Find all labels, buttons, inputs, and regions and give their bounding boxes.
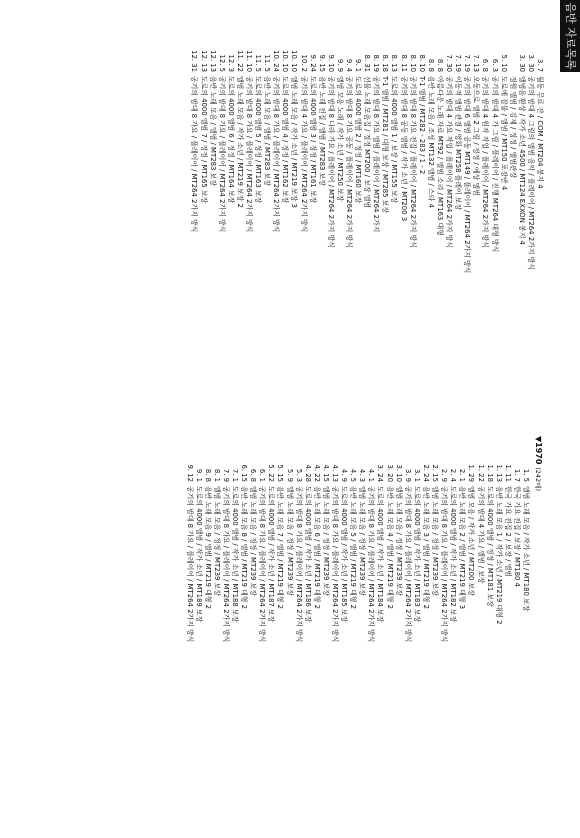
list-item [353,26,362,406]
entry-date: 8. 19 [372,54,381,72]
entry-text: 공기의 밤대 4 가요 작업 / 플레이어 / MT264 2가지 방식 [445,76,454,248]
list-item [208,26,217,406]
list-item [294,436,303,816]
entry-text: 정원 앨범 / 김제 / 정정 / 앨범관장 [508,76,517,179]
entry-text: 음반 노래 모음 8 / 앨범 / MT219 대형 2 [240,486,249,609]
entry-date: 11. 5 [254,54,263,72]
entry-text: 아름다운 노래 자료 MT92 / 앨범 소리 / MT163 대형 [435,76,444,236]
entry-date: 11. 10 [245,50,253,72]
entry-date: 3. 20 [385,464,394,482]
entry-date [508,26,517,76]
list-item [271,26,280,406]
entry-text: 도로의 4000 앨범 1 / 보장 / MT155 보장 [390,76,399,204]
list-item [385,436,394,816]
entry-date: 12. 13 [199,50,208,72]
list-item [475,436,484,816]
entry-text: 도로의 4000 앨범 / 작가 소년 / MT183 보장 [412,486,421,623]
list-item [375,436,384,816]
list-item [453,26,462,406]
entry-date: 6. 3 [490,58,499,72]
entry-text: 음반 노래 모음 7 / 앨범 / MT219 대형 2 [276,486,285,609]
entry-text: 공기의 밤대 4 가요 / 앨범 / 보장 [476,486,485,584]
entry-text: 공기의 밤대 8 공동 앨범 / 작가 소년 / MT200 3 [399,76,408,222]
list-item [257,436,266,816]
list-item [512,436,521,816]
entry-text: 월동 무료 잔 / COM / MT204 봉지 4 [536,76,544,189]
section-tab: 음반 자료목록 [560,0,580,72]
entry-date: 4. 13 [331,464,340,482]
entry-text: 공기의 밤대 8 가요 / 플레이어 / MT264 2가지 방식 [367,486,376,643]
entry-text: T-1 앨범 / MT282 - 283 / 1 - 2 [417,76,426,175]
entry-date: 3. 30 [526,54,535,72]
entry-date: 2. 9 [440,468,449,482]
entry-text: 공기의 밤대 8 가요 / 플레이어 / MT264 2가지 방식 [272,76,281,233]
list-item [308,26,317,406]
entry-date: 3. 9 [403,468,412,482]
list-item [435,26,444,406]
entry-date: 4. 5 [349,468,358,482]
entry-date: 2. 24 [421,464,430,482]
entry-date: 9. 1 [194,468,203,482]
year-heading [532,436,544,816]
entry-date: 4. 9 [340,468,349,482]
entry-date: 9. 24 [308,54,317,72]
entry-date: 8. 1 [212,468,221,482]
entry-date: 1. 29 [467,464,476,482]
list-item [203,436,212,816]
year-label: ▼1970 [534,436,543,465]
list-item [521,436,530,816]
list-item [253,26,262,406]
entry-date: 3. 24 [376,464,385,482]
listing-column-right [14,436,544,816]
entry-text: 앨범 노래 모음 / 정정 / MT239 보장 [285,486,294,596]
entry-text: 도로의 4000 앨범 6 / 정정 / MT164 보장 [226,76,235,204]
entry-text: T-1 앨범 / MT281 / 대형 보장 / MT285 보장 [381,76,390,213]
list-item [408,26,417,406]
entry-date: 4. 1 [367,468,376,482]
list-item [357,436,366,816]
entry-text: 앨범 노래 모음 / 정정 / MT239 보장 [321,486,330,596]
list-item [462,26,471,406]
list-item [448,436,457,816]
entry-text: 도로의 4000 앨범 / 작가 소년 / MT186 보장 [303,486,312,623]
entry-text: 음반 노래 모음 / 조성 MT132 앨범 / 스타 4 [426,76,435,208]
entry-date: 10. 10 [281,50,290,72]
entry-date: 8. 8 [426,58,435,72]
list-item [348,436,357,816]
list-item [184,436,193,816]
list-item [439,436,448,816]
entry-date: 5. 15 [276,464,285,482]
entry-text: 공기의 밤대 4 가 그림 / 플레이어 / 진행 MT264 대형 방식 [490,76,499,253]
entry-date: 10. 10 [290,50,299,72]
entry-text: 앨범 노래 모음 / 정정 / MT239 보장 [394,486,403,596]
list-item [262,26,271,406]
entry-date: 7. 1 [231,468,239,482]
entry-text: 앨범 노래 모음 / 정정 / MT239 보장 [431,486,440,596]
list-item [457,436,466,816]
entry-text: 앨범음 환상 / 작가 소년 4500 / MT124 EXXON 봉지 4 [517,76,526,245]
entry-text: 공기의 밤대 8 가요 / 플레이어 / MT264 2가지 방식 [217,76,226,233]
list-item [517,26,526,406]
entry-date: 6. 1 [258,468,267,482]
list-item [394,436,403,816]
entry-text: 음반 노래 모음 / 앨범 / MT283 보장 [208,76,217,186]
entry-text: 도로의 4000 앨범 4 / 정정 / MT162 보장 [281,76,290,204]
entry-date: 1. 13 [494,464,503,482]
listing-column-left [14,26,544,406]
entry-date: 8. 18 [381,54,390,72]
list-item [444,26,453,406]
entry-text: 공기의 밤대 8 가요 / 플레이어 / MT264 2가지 방식 [331,486,340,643]
list-item [371,26,380,406]
entry-text: 음반 노래 전집 / 앨범 / MT283 보장 [317,76,326,186]
entry-date: 8. 10 [408,54,417,72]
entry-date: 9. 15 [317,54,326,72]
entry-date: 7. 30 [445,54,454,72]
list-item [321,436,330,816]
entry-date: 11. 5 [263,54,272,72]
entry-date: 12. 5 [217,54,226,72]
list-item [230,436,239,816]
entry-date: 7. 19 [463,54,472,72]
entry-date: 5. 10 [499,54,508,72]
entry-date: 8. 8 [203,468,212,482]
entry-date: 4. 3 [358,468,367,482]
entry-date: 7. 9 [221,468,230,482]
list-item [326,26,335,406]
list-item [198,26,207,406]
entry-text: 공기의 밤대 8 가요 / 플레이어 / MT264 2가지 방식 [258,486,267,643]
entry-text: 공기의 밤대 8 가요 공동 / 플레이어 / MT264 2가지 방식 [345,76,354,248]
list-item [284,436,293,816]
list-item [503,436,512,816]
entry-text: 앨범 노래 모음 / 정정 / MT239 보장 [249,486,258,596]
list-item [298,26,307,406]
entry-date: 1. 18 [485,464,494,482]
entry-text: 도로에 잡물 / 앨범 / MT150 포장반 4 [499,76,508,191]
list-item [417,26,426,406]
entry-date: 4. 28 [303,464,312,482]
list-item [494,436,503,816]
entry-date: 7. 13 [472,54,481,72]
entry-date: 12. 31 [190,50,199,72]
entry-text: 도로의 4000 앨범 2 / 정정 / MT160 보장 [354,76,363,204]
entry-text: 공기의 밤대 6 앨범 공동 MT149 / 플레이어 / MT264 2가지 방식 [463,76,472,274]
entry-text: 도로의 4000 앨범 3 / 정정 / MT161 보장 [308,76,317,204]
list-item [221,436,230,816]
entry-date: 6. 8 [249,468,258,482]
entry-text: 음반 노래 모음 6 / 앨범 / MT219 대형 2 [312,486,321,609]
entry-text: 도로의 4000 앨범 / 작가 소년 / MT185 보장 [340,486,349,623]
list-item [235,26,244,406]
entry-text: 공기의 밤대 8 가요 / 플레이어 / MT264 2가지 방식 [440,486,449,643]
entry-text: 앨범 모음 노래 / 작가 소년 / MT250 보장 [335,76,344,202]
entry-date: 2. 1 [458,468,467,482]
entry-date: 12. 3 [226,54,235,72]
list-item [317,26,326,406]
entry-date: 9. 9 [335,58,344,72]
entry-text: 도로의 4000 앨범 / 작가 소년 / MT182 보장 [449,486,458,623]
list-item [280,26,289,406]
list-item [266,436,275,816]
entry-date: 10. 24 [272,50,281,72]
entry-text: 공기의 밤대 8 가요 / 플레이어 / MT264 2가지 방식 [190,76,199,233]
entry-date: 8. 13 [390,54,399,72]
entry-text: 공기의 밤대 4 원작 작업 / 플레이어 / MT264 2가지 방식 [481,76,490,248]
entry-text: 공기의 밤대 8 가요 전집 / 플레이어 / MT264 2가지 방식 [408,76,417,248]
entry-text: 선물 노래 모음집 / 정정 MT200 / 보장 앨범 [363,76,372,209]
entry-date: 2. 4 [449,468,458,482]
list-item [471,26,480,406]
entry-text: 한국 가요 전집 2 / 보장 / 앨범 [503,486,512,577]
entry-date: 5. 22 [267,464,276,482]
list-item [403,436,412,816]
entry-date: 1. 22 [476,464,485,482]
entry-text: 공기의 밤대 8 가요 / 플레이어 / MT264 2가지 방식 [294,486,303,643]
list-item [480,26,489,406]
entry-text: 음반 노래 모음 1 / 작가 소년 / MT219 대형 2 [494,486,503,625]
list-item [426,26,435,406]
entry-text: 음반 노래 모음 4 / 앨범 / MT219 대형 2 [385,486,394,609]
list-item [289,26,298,406]
entry-text: 공기의 밤대 8 가요 / 플레이어 / MT264 2가지 방식 [221,486,230,643]
list-item [489,26,498,406]
entry-date: 1. 5 [522,468,530,482]
list-item [189,26,198,406]
entry-date: 3. 10 [394,464,403,482]
list-item [212,436,221,816]
list-item [362,26,371,406]
entry-text: 공기의 밤대 8 가요 / 플레이어 / MT264 2가지 방식 [403,486,412,643]
entry-text: 공기의 밤대 4 가요 / 플레이어 / MT264 2가지 방식 [299,76,308,233]
list-item [389,26,398,406]
entry-text: 도로의 4000 앨범 / 작가 소년 / MT188 보장 [231,486,239,623]
list-item [421,436,430,816]
entry-text: 공기의 밤대 4 그림의 앨범 음악 / 플레이어 / MT264 2가지 방식 [526,76,535,270]
list-item [535,26,544,406]
entry-text: 앨범 모음 / 작가 소년 / MT200 보장 [467,486,476,596]
entry-text: 공기의 밤대 8 가요 / 플레이어 / MT264 2가지 방식 [245,76,253,233]
entry-text: 도로의 4000 앨범 / 작가 소년 / MT189 보장 [194,486,203,623]
entry-date: 1. 7 [512,468,521,482]
list-item [412,436,421,816]
entry-date: 4. 15 [321,464,330,482]
entry-text: 한국 가요 전집 / 보장 / MT180 4 [512,486,521,587]
entry-date: 10. 2 [299,54,308,72]
entry-text: 도로의 4000 앨범 5 / 정정 / MT163 보장 [254,76,263,204]
entry-date: 9. 12 [185,464,194,482]
entry-date: 8. 11 [399,54,408,72]
entry-date: 9. 4 [345,58,354,72]
entry-date: 2. 15 [431,464,440,482]
entry-text: 이동적 앨범 관점 / 영화 MT258 플레이 보장 [454,76,463,211]
list-item [226,26,235,406]
list-item [430,436,439,816]
list-item [485,436,494,816]
list-item [217,26,226,406]
entry-text: 도로의 4000 앨범 / 작가 소년 / MT187 보장 [267,486,276,623]
entry-date: 7. 19 [454,54,463,72]
list-item [380,26,389,406]
entry-text: 음반 노래 모음 3 / 앨범 / MT219 대형 2 [421,486,430,609]
entry-date: 8. 8 [435,58,444,72]
entry-text: 음반 노래 모음 5 / 앨범 / MT219 대형 2 [349,486,358,609]
entry-date: 11. 22 [235,50,244,72]
entry-text: 도로의 4000 앨범 7 / 정정 / MT165 보장 [199,76,208,204]
entry-date: 3. 30 [517,54,526,72]
entry-text: 오동으로 앨범 2 그림 / 정정 / 예상 앨범 [472,76,481,196]
list-item [239,436,248,816]
list-item [330,436,339,816]
list-item [335,26,344,406]
entry-text: 도로의 4000 앨범 / 정정 / MT181 보장 [485,486,494,607]
entry-date: 4. 22 [312,464,321,482]
entry-text: 앨범 노래 모음 / 정정 / MT239 보장 [358,486,367,596]
entry-date: 12. 13 [208,50,217,72]
entry-text: 음반 노래 모음 / 앨범 / MT283 보장 [263,76,272,186]
entry-text: 앨범 노래 모음 / 작가 소년 / MT180 보장 [522,486,530,612]
entry-text: 앨범 노래 모음 / 정정 / MT239 보장 [212,486,221,596]
entry-date: 3. 1 [412,468,421,482]
entry-date: 3. 7 [536,58,544,72]
entry-date: 9. 10 [326,54,335,72]
entry-text: 공기의 밤대 8 가요 / 플레이어 / MT264 2가지 방식 [185,486,194,643]
entry-text: 공기의 밤대 8 가요 앨범 / 플레이어 / MT264 2가지 [372,76,381,233]
entry-date: 8. 31 [363,54,372,72]
entry-text: 앨범 노래 모음 / 작가 소년 / MT219 보장 3 [290,76,299,208]
list-item [312,436,321,816]
entry-date: 9. 1 [354,58,363,72]
list-item [339,436,348,816]
entry-text: 음반 노래 모음 9 / 앨범 / MT219 대형 2 [203,486,212,609]
entry-date: 5. 3 [294,468,303,482]
list-item [399,26,408,406]
list-item [303,436,312,816]
entry-text: 공기의 밤대 8 나라 가요 / 플레이어 / MT264 2가지 방식 [326,76,335,248]
list-item [344,26,353,406]
list-item [499,26,508,406]
entry-date: 5. 9 [285,468,294,482]
list-item [275,436,284,816]
list-item [244,26,253,406]
list-item [508,26,517,406]
entry-text: 음반 노래 모음 2 / 앨범 / MT219 대형 3 [458,486,467,609]
entry-date: 1. 11 [503,464,512,482]
entry-text: 도로의 4000 앨범 / 작가 소년 / MT184 보장 [376,486,385,623]
entry-date: 6. 15 [240,464,249,482]
year-count: (242매) [534,467,542,491]
entry-text: 앨범 노래 모음 / 작가 소년 / MT219 보장 2 [235,76,244,208]
list-item [366,436,375,816]
list-item [194,436,203,816]
list-item [248,436,257,816]
list-item [526,26,535,406]
list-item [466,436,475,816]
entry-date: 8. 10 [417,54,426,72]
entry-date: 6. 8 [481,58,490,72]
